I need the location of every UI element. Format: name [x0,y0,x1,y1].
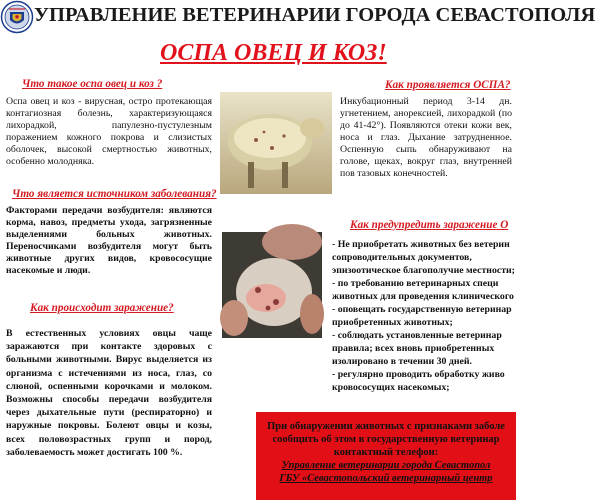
alert-line-2: сообщить об этом в государственную ветеринар [272,434,500,445]
list-item: - оповещать государственную ветеринар [332,304,512,315]
section-heading-symptoms: Как проявляется ОСПА? [385,79,511,91]
section-text-source: Факторами передачи возбудителя: являются корма, навоз, предметы ухода, загрязненные выделениями больных животных. Переносчиками возбудителя могут быть животные других видов, кровососущие насекомые и люди. [6,205,212,276]
emblem-icon [0,0,34,34]
section-heading-prevention: Как предупредить заражение О [350,219,509,231]
list-item: кровососущих насекомых; [332,382,450,393]
sheep-photo [220,92,332,194]
alert-line-1: При обнаружении животных с признаками заболе [267,421,505,432]
section-text-infection: В естественных условиях овцы чаще заражаются при контакте здоровых с больными животными. Вирус выделяется из организма с истечениями из носа, глаз, со слюной, оспенными корочками и молоком. Возможны способы передачи возбудителя через дыхательные пути (респираторно) и наружные покровы. Болеют овцы и козы, всех половозрастных групп и пород, заболеваемость может достигать 100 %. [6,328,212,458]
alert-box [256,412,516,500]
section-text-what: Оспа овец и коз - вирусная, остро протекающая контагиозная болезнь, характеризующаяся лихорадкой, папулезно-пустулезным поражением кожного покрова и слизистых оболочек, высокой смертностью животных, особенно молодняка. [6,96,212,167]
list-item: - Не приобретать животных без ветерин [332,239,510,250]
section-heading-source: Что является источником заболевания? [12,188,217,200]
list-item: - регулярно проводить обработку живо [332,369,505,380]
list-item: - по требованию ветеринарных специ [332,278,499,289]
section-heading-what: Что такое оспа овец и коз ? [22,78,163,90]
main-title: ОСПА ОВЕЦ И КОЗ! [160,40,387,66]
alert-org-1: Управление ветеринарии города Севастопол [281,460,491,471]
prevention-list [332,238,515,394]
sheep-head-photo [222,232,322,338]
alert-org-2: ГБУ «Севастопольский ветеринарный центр [279,473,493,484]
section-text-symptoms: Инкубационный период 3-14 дн. угнетением, анорексией, лихорадкой (по до 41-42°). Появляются отеки кожи век, носа и глаз. Дыхание затрудненное. Оспенную сыпь обнаруживают на голове, щеках, вокруг глаз, внутренней пов тазовых конечностей. [340,96,512,179]
alert-line-3: контактный телефон: [333,447,439,458]
list-item: - соблюдать установленные ветеринар [332,330,502,341]
list-item: эпизоотическое благополучие местности; [332,265,515,276]
list-item: животных для проведения клинического [332,291,514,302]
list-item: правила; всех вновь приобретенных [332,343,495,354]
section-heading-infection: Как происходит заражение? [30,302,174,314]
list-item: сопроводительных документов, [332,252,472,263]
list-item: приобретенных животных; [332,317,453,328]
list-item: изолировано в течении 30 дней. [332,356,472,367]
header-title: УПРАВЛЕНИЕ ВЕТЕРИНАРИИ ГОРОДА СЕВАСТОПОЛЯ [34,4,595,26]
